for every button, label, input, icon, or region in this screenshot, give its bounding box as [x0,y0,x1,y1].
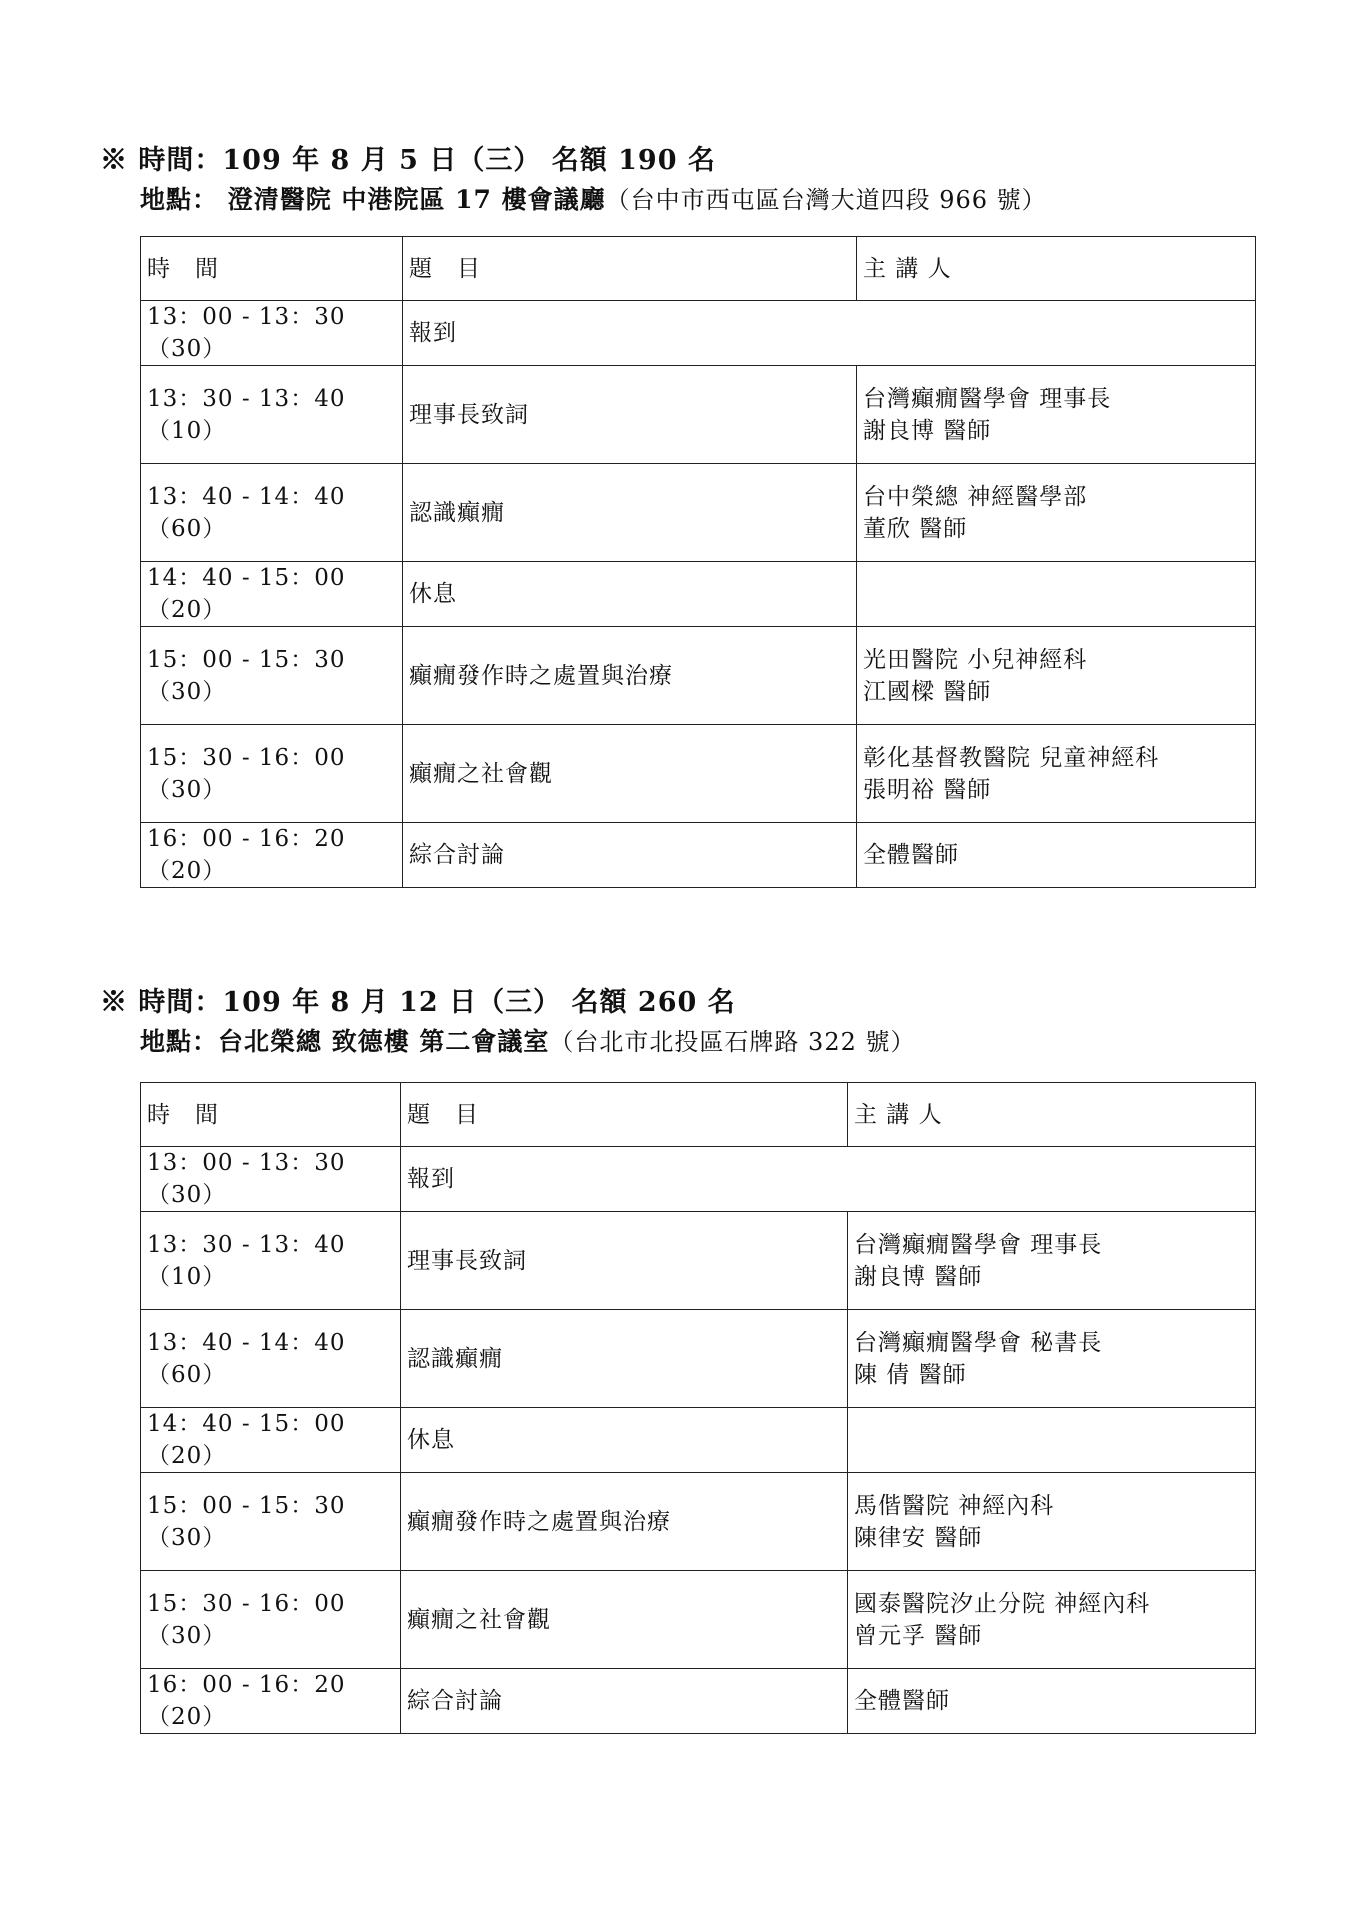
cell-topic: 癲癇之社會觀 [401,1571,848,1669]
cell-time: 16：00 - 16：20（20） [141,823,403,888]
table-row [141,1669,1256,1734]
table-row [141,562,1256,627]
cell-topic: 癲癇發作時之處置與治療 [401,1473,848,1571]
cell-topic: 綜合討論 [403,823,857,888]
cell-speaker: 彰化基督教醫院 兒童神經科 張明裕 醫師 [857,725,1256,823]
cell-topic: 癲癇發作時之處置與治療 [403,627,857,725]
table-row [141,366,1256,464]
cell-speaker: 全體醫師 [848,1669,1256,1734]
table-row [141,1473,1256,1571]
cell-time: 15：00 - 15：30（30） [141,1473,401,1571]
table-row [141,1147,1256,1212]
table-row [141,725,1256,823]
table-row [141,1408,1256,1473]
session-2-schedule-table [140,1082,1256,1734]
table-header-row [141,1083,1256,1147]
cell-speaker: 台灣癲癇醫學會 理事長 謝良博 醫師 [857,366,1256,464]
cell-time: 13：40 - 14：40（60） [141,1310,401,1408]
session-1-schedule-table [140,236,1256,888]
col-header-topic: 題 目 [403,237,857,301]
table-row [141,301,1256,366]
cell-time: 13：30 - 13：40（10） [141,1212,401,1310]
cell-topic: 理事長致詞 [403,366,857,464]
session-1-location-address: （台中市西屯區台灣大道四段 966 號） [605,186,1047,214]
cell-topic: 認識癲癇 [403,464,857,562]
session-2-location-label: 地點：台北榮總 致德樓 第二會議室 [140,1027,550,1056]
col-header-time: 時 間 [141,1083,401,1147]
cell-time: 15：00 - 15：30（30） [141,627,403,725]
cell-topic: 報到 [401,1147,1256,1212]
cell-speaker: 國泰醫院汐止分院 神經內科 曾元孚 醫師 [848,1571,1256,1669]
cell-topic: 癲癇之社會觀 [403,725,857,823]
cell-speaker: 光田醫院 小兒神經科 江國樑 醫師 [857,627,1256,725]
cell-topic: 休息 [401,1408,848,1473]
cell-speaker: 台灣癲癇醫學會 理事長 謝良博 醫師 [848,1212,1256,1310]
col-header-speaker: 主 講 人 [848,1083,1256,1147]
cell-time: 13：30 - 13：40（10） [141,366,403,464]
cell-topic: 休息 [403,562,857,627]
cell-time: 16：00 - 16：20（20） [141,1669,401,1734]
col-header-speaker: 主 講 人 [857,237,1256,301]
cell-speaker: 台灣癲癇醫學會 秘書長 陳 倩 醫師 [848,1310,1256,1408]
cell-time: 13：00 - 13：30（30） [141,301,403,366]
cell-time: 15：30 - 16：00（30） [141,1571,401,1669]
session-2-heading: ※ 時間：109 年 8 月 12 日（三） 名額 260 名 [100,987,736,1018]
cell-speaker: 全體醫師 [857,823,1256,888]
cell-time: 13：40 - 14：40（60） [141,464,403,562]
session-1-location [140,180,1047,216]
cell-topic: 報到 [403,301,1256,366]
cell-time: 13：00 - 13：30（30） [141,1147,401,1212]
table-row [141,1212,1256,1310]
cell-speaker [857,562,1256,627]
cell-topic: 綜合討論 [401,1669,848,1734]
session-2-location-address: （台北市北投區石牌路 322 號） [549,1028,916,1056]
cell-time: 14：40 - 15：00（20） [141,562,403,627]
table-row [141,464,1256,562]
session-2-location [140,1022,916,1058]
cell-topic: 理事長致詞 [401,1212,848,1310]
table-row [141,823,1256,888]
session-1-location-label: 地點： 澄清醫院 中港院區 17 樓會議廳 [140,185,606,214]
session-1-heading: ※ 時間：109 年 8 月 5 日（三） 名額 190 名 [100,145,716,176]
cell-speaker: 台中榮總 神經醫學部 董欣 醫師 [857,464,1256,562]
table-row [141,627,1256,725]
table-header-row [141,237,1256,301]
cell-topic: 認識癲癇 [401,1310,848,1408]
cell-time: 15：30 - 16：00（30） [141,725,403,823]
col-header-time: 時 間 [141,237,403,301]
col-header-topic: 題 目 [401,1083,848,1147]
cell-speaker: 馬偕醫院 神經內科 陳律安 醫師 [848,1473,1256,1571]
table-row [141,1310,1256,1408]
cell-time: 14：40 - 15：00（20） [141,1408,401,1473]
cell-speaker [848,1408,1256,1473]
table-row [141,1571,1256,1669]
